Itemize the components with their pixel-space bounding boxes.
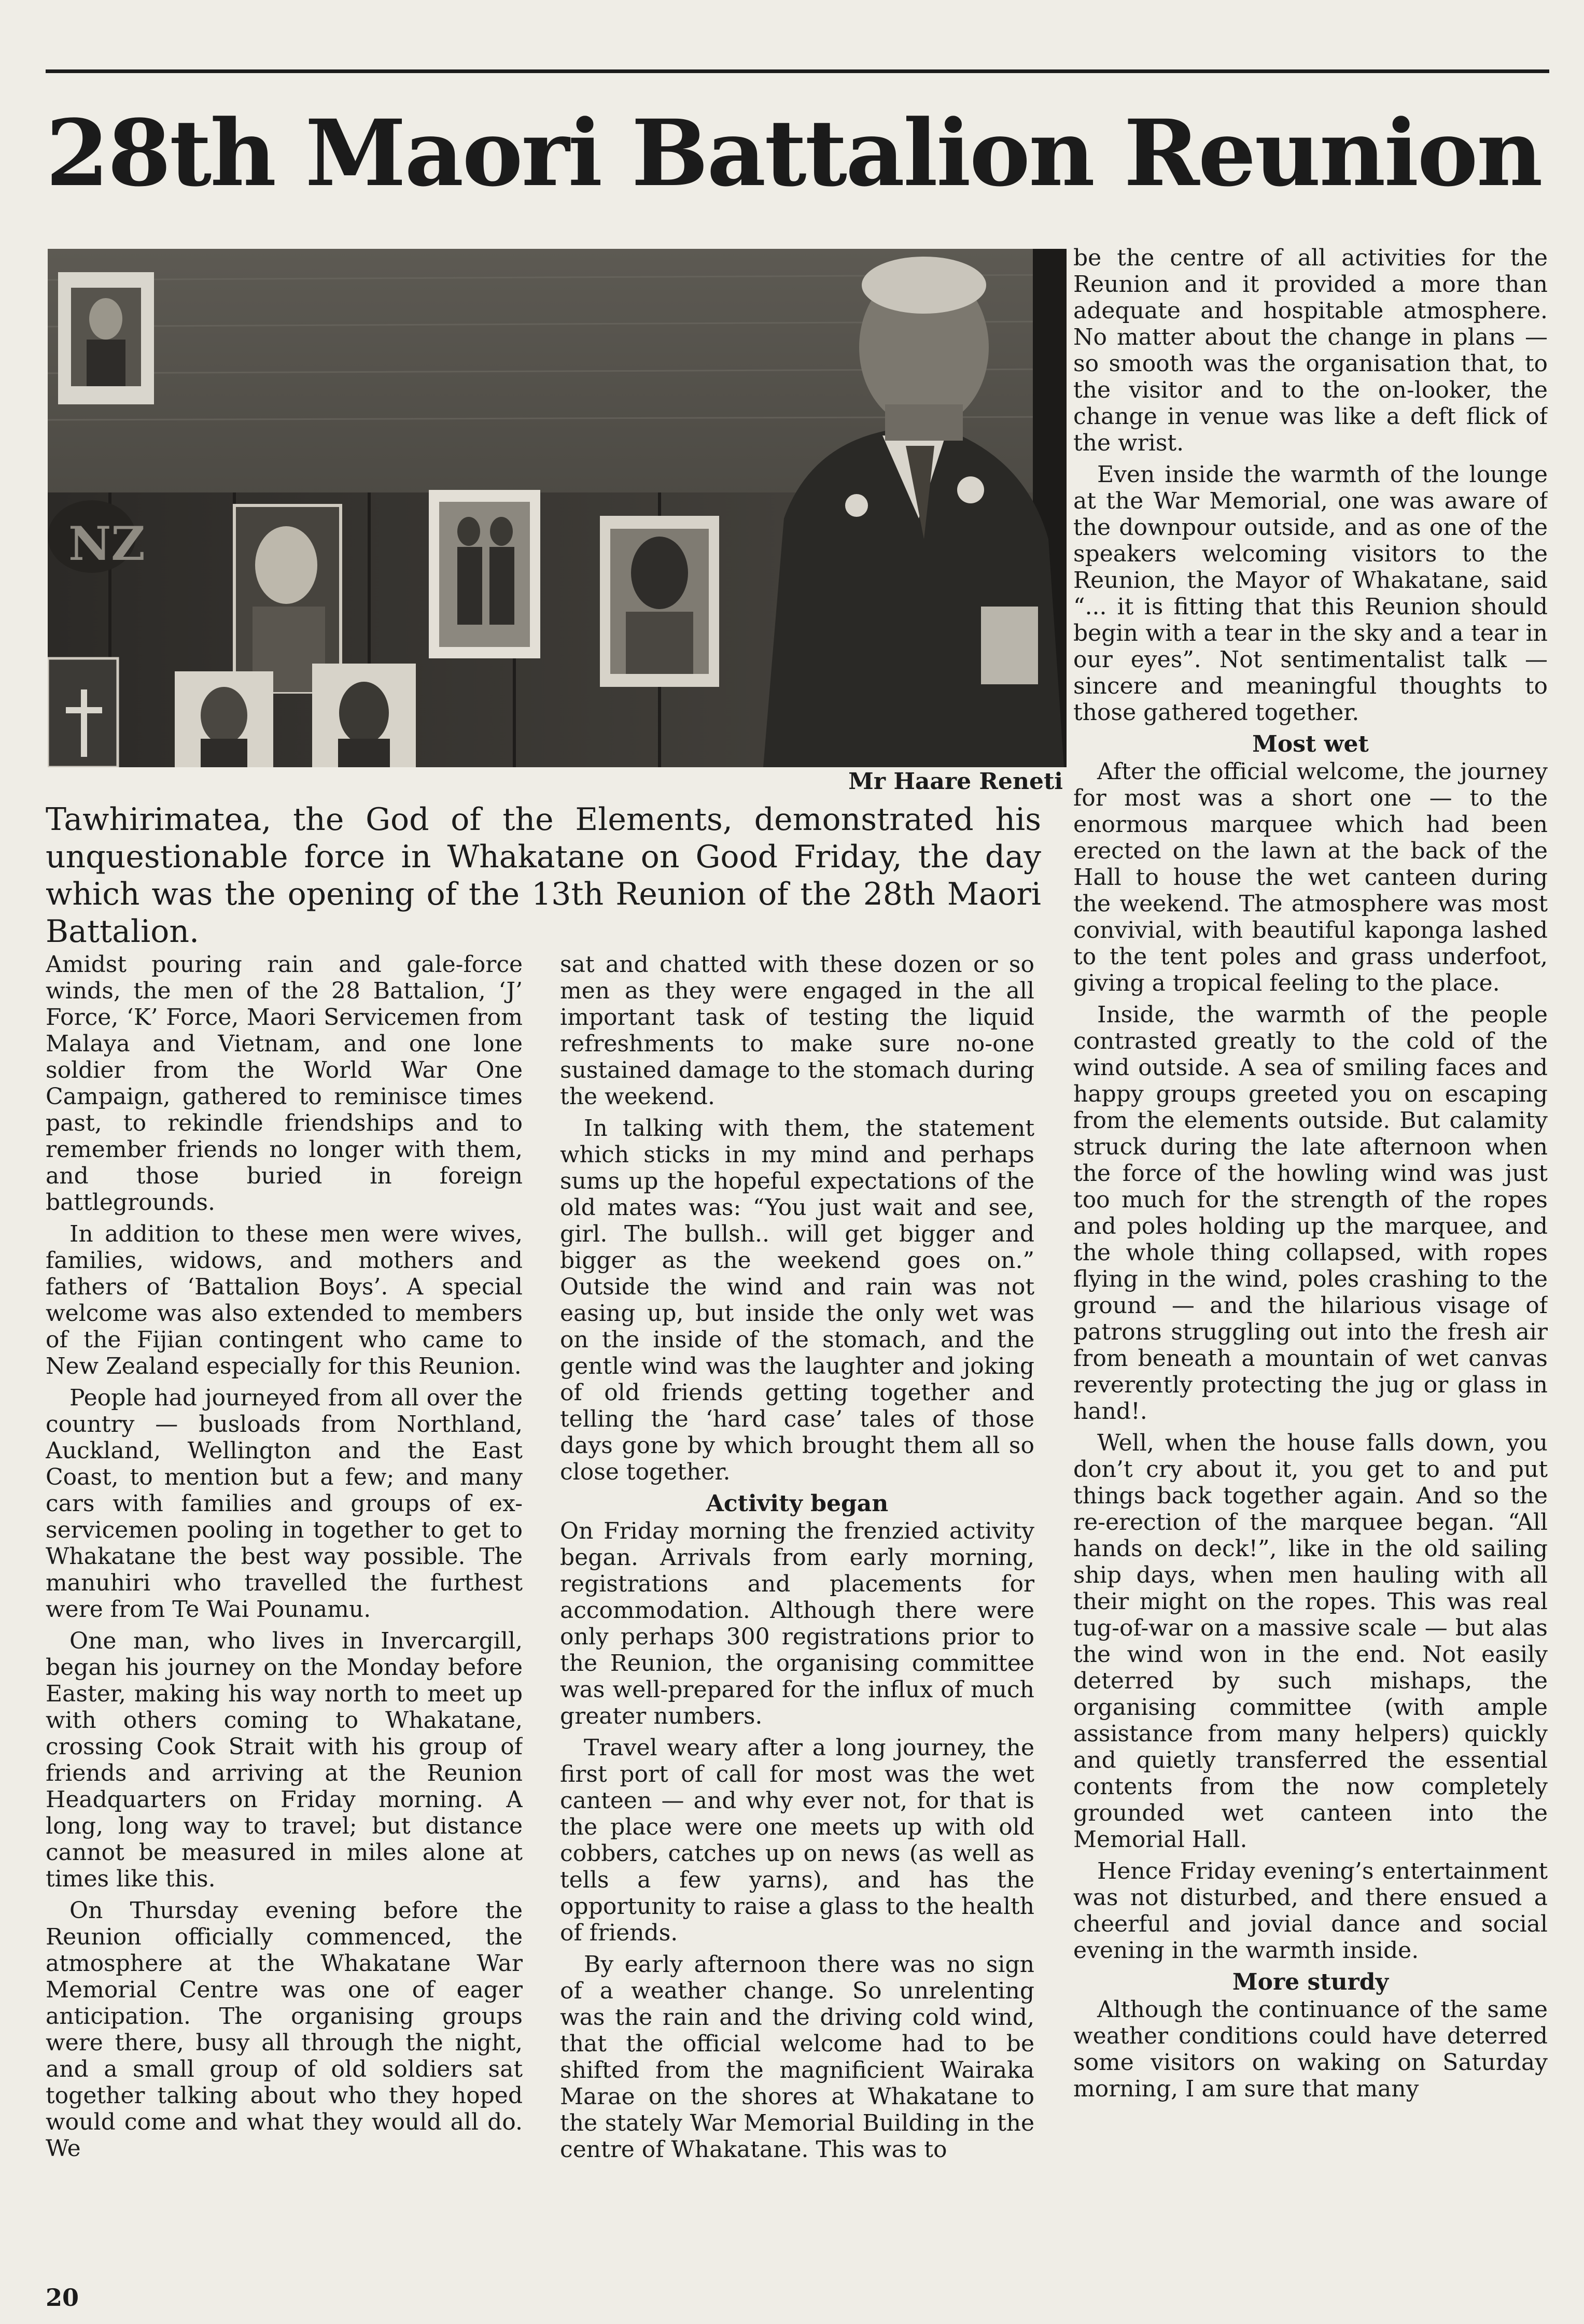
paragraph: People had journeyed from all over the country — busloads from Northland, Auckland, Wellington and the East Coast, to mention but a few; and many cars with families and groups of ex-servicemen pooling in together to get to Whakatane the best way possible. The manuhiri who travelled the furthest were from Te Wai Pounamu. — [46, 1385, 523, 1623]
paragraph: Amidst pouring rain and gale-force winds, the men of the 28 Battalion, ‘J’ Force, ‘K’ Force, Maori Servicemen from Malaya and Vietnam, and one lone soldier from the World War One Campaign, gathered to reminisce times past, to rekindle friendships and to remember friends no longer with them, and those buried in foreign battlegrounds. — [46, 951, 523, 1216]
page-number: 20 — [46, 2284, 79, 2312]
paragraph: Even inside the warmth of the lounge at the War Memorial, one was aware of the downpour outside, and as one of the speakers welcoming visitors to the Reunion, the Mayor of Whakatane, said “... it is fitting that this Reunion should begin with a tear in the sky and a tear in our eyes”. Not sentimentalist talk — sincere and meaningful thoughts to those gathered together. — [1073, 461, 1548, 726]
column-1 — [46, 951, 523, 2278]
svg-text:NZ: NZ — [68, 516, 145, 571]
paragraph: In talking with them, the statement which sticks in my mind and perhaps sums up the hopeful expectations of the old mates was: “You just wait and see, girl. The bullsh.. will get bigger and bigger as the weekend goes on.” Outside the wind and rain was not easing up, but inside the only wet was on the inside of the stomach, and the gentle wind was the laughter and joking of old friends getting together and telling the ‘hard case’ tales of those days gone by which brought them all so close together. — [560, 1115, 1034, 1485]
subheading-more-sturdy: More sturdy — [1232, 1969, 1389, 1995]
paragraph: Inside, the warmth of the people contrasted greatly to the cold of the wind outside. A sea of smiling faces and happy groups greeted you on escaping from the elements outside. But calamity struck during the late afternoon when the force of the howling wind was just too much for the strength of the ropes and poles holding up the marquee, and the whole thing collapsed, with ropes flying in the wind, poles crashing to the ground — and the hilarious visage of patrons struggling out into the fresh air from beneath a mountain of wet canvas reverently protecting the jug or glass in hand!. — [1073, 1002, 1548, 1425]
photo-haare-reneti — [48, 249, 1067, 767]
paragraph: By early afternoon there was no sign of a weather change. So unrelenting was the rain and the driving cold wind, that the official welcome had to be shifted from the magnificient Wairaka Marae on the shores at Whakatane to the stately War Memorial Building in the centre of Whakatane. This was to — [560, 1951, 1034, 2163]
paragraph: In addition to these men were wives, families, widows, and mothers and fathers of ‘Battalion Boys’. A special welcome was also extended to members of the Fijian contingent who came to New Zealand especially for this Reunion. — [46, 1221, 523, 1379]
column-2 — [560, 951, 1034, 2278]
paragraph: Although the continuance of the same weather conditions could have deterred some visitors on waking on Saturday morning, I am sure that many — [1073, 1996, 1548, 2102]
paragraph: Hence Friday evening’s entertainment was not disturbed, and there ensued a cheerful and jovial dance and social evening in the warmth inside. — [1073, 1858, 1548, 1964]
paragraph: sat and chatted with these dozen or so men as they were engaged in the all important task of testing the liquid refreshments to make sure no-one sustained damage to the stomach during the weekend. — [560, 951, 1034, 1110]
subheading-activity-began: Activity began — [706, 1490, 889, 1517]
headline: 28th Maori Battalion Reunion — [46, 100, 1541, 207]
top-rule — [46, 69, 1549, 73]
paragraph: Travel weary after a long journey, the first port of call for most was the wet canteen — and why ever not, for that is the place were one meets up with old cobbers, catches up on news (as well as tells a few yarns), and has the opportunity to raise a glass to the health of friends. — [560, 1735, 1034, 1946]
paragraph: On Thursday evening before the Reunion officially commenced, the atmosphere at the Whakatane War Memorial Centre was one of eager anticipation. The organising groups were there, busy all through the night, and a small group of old soldiers sat together talking about who they hoped would come and what they would all do. We — [46, 1897, 523, 2162]
column-3 — [1073, 245, 1548, 2282]
paragraph: On Friday morning the frenzied activity began. Arrivals from early morning, registrations and placements for accommodation. Although there were only perhaps 300 registrations prior to the Reunion, the organising committee was well-prepared for the influx of much greater numbers. — [560, 1518, 1034, 1729]
lead-paragraph: Tawhirimatea, the God of the Elements, demonstrated his unquestionable force in Whakatane on Good Friday, the day which was the opening of the 13th Reunion of the 28th Maori Battalion. — [46, 801, 1041, 950]
paragraph: Well, when the house falls down, you don’t cry about it, you get to and put things back together again. And so the re-erection of the marquee began. “All hands on deck!”, like in the old sailing ship days, when men hauling with all their might on the ropes. This was real tug-of-war on a massive scale — but alas the wind won in the end. Not easily deterred by such mishaps, the organising committee (with ample assistance from many helpers) quickly and quietly transferred the essential contents from the now completely grounded wet canteen into the Memorial Hall. — [1073, 1430, 1548, 1853]
subheading-most-wet: Most wet — [1252, 731, 1369, 757]
photo-caption: Mr Haare Reneti — [848, 768, 1063, 795]
paragraph: One man, who lives in Invercargill, began his journey on the Monday before Easter, making his way north to meet up with others coming to Whakatane, crossing Cook Strait with his group of friends and arriving at the Reunion Headquarters on Friday morning. A long, long way to travel; but distance cannot be measured in miles alone at times like this. — [46, 1628, 523, 1892]
paragraph: be the centre of all activities for the Reunion and it provided a more than adequate and hospitable atmosphere. No matter about the change in plans — so smooth was the organisation that, to the visitor and to the on-looker, the change in venue was like a deft flick of the wrist. — [1073, 245, 1548, 456]
paragraph: After the official welcome, the journey for most was a short one — to the enormous marquee which had been erected on the lawn at the back of the Hall to house the wet canteen during the weekend. The atmosphere was most convivial, with beautiful kaponga lashed to the tent poles and grass underfoot, giving a tropical feeling to the place. — [1073, 758, 1548, 996]
